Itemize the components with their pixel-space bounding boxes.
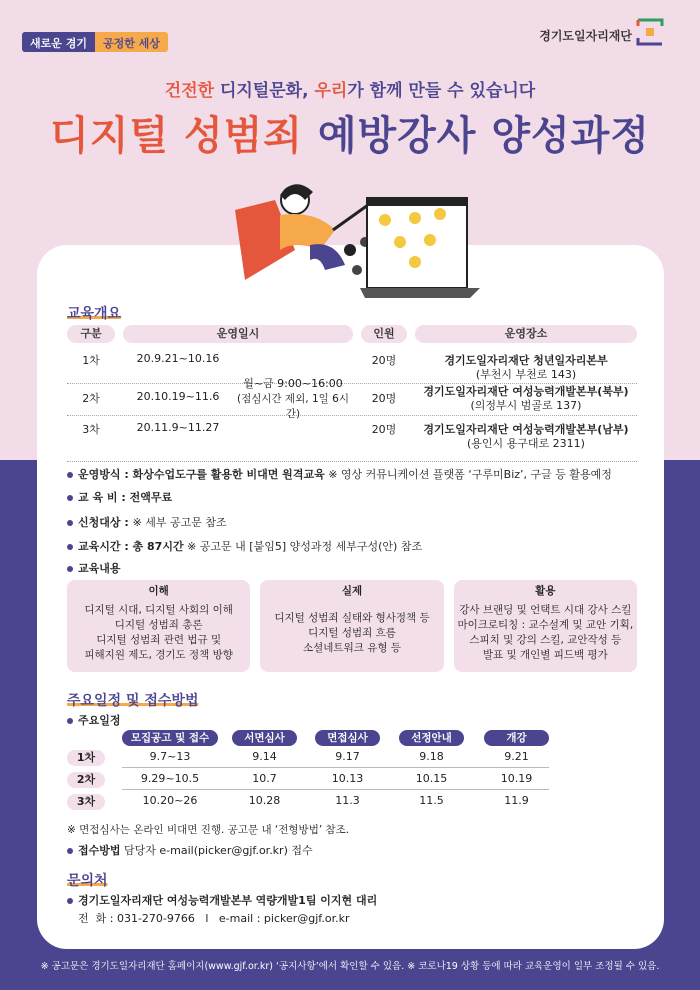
bullet-icon [67,718,73,724]
footer-note: ※ 공고문은 경기도일자리재단 홈페이지(www.gjf.or.kr) ‘공지사항’에서 확인할 수 있음. ※ 코로나19 상황 등에 따라 교육운영이 일부 조정될 수 있음. [40,961,660,972]
schedule-header: 모집공고 및 접수 [122,730,218,746]
content-boxes [67,580,637,672]
schedule-row-label: 2차 [67,772,105,788]
overview-table-header [67,325,637,343]
bullet-icon [67,848,73,854]
table-row: 3차 20.11.9~11.27 20명 경기도일자리재단 여성능력개발본부(남부) (용인시 용구대로 2311) [82,421,629,450]
schedule-row-label: 3차 [67,794,105,810]
bullet-icon [67,495,73,501]
target-line: 신청대상 : ※ 세부 공고문 참조 [67,514,227,530]
content-line: 교육내용 [67,560,121,576]
hero-illustration [225,170,485,300]
content-box-practice: 실제 디지털 성범죄 실태와 형사정책 등 디지털 성범죄 흐름 소셜네트워크 유형 등 [260,580,443,672]
schedule-row-label: 1차 [67,750,105,766]
apply-line: 접수방법 담당자 e-mail(picker@gjf.or.kr) 접수 [67,842,313,858]
schedule-divider [122,767,549,768]
bullet-icon [67,544,73,550]
bullet-icon [67,472,73,478]
interview-note: ※ 면접심사는 온라인 비대면 진행. 공고문 내 ‘전형방법’ 참조. [67,824,350,836]
method-line: 운영방식 : 화상수업도구를 활용한 비대면 원격교육 ※ 영상 커뮤니케이션 플랫폼 ‘구루미Biz’, 구글 등 활용예정 [67,466,612,482]
schedule-sub-label: 주요일정 [67,712,121,728]
operating-time: 월~금 9:00~16:00 (점심시간 제외, 1일 6시간) [237,377,349,420]
schedule-header: 선정안내 [399,730,464,746]
contact-line-1: 경기도일자리재단 여성능력개발본부 역량개발1팀 이지현 대리 [67,892,377,908]
slogan-part-a: 새로운 경기 [22,32,95,52]
contact-line-2: 전 화 : 031-270-9766 l e-mail : picker@gjf.or.kr [78,912,350,925]
contact-section-title: 문의처 [67,873,108,889]
page-title: 디지털 성범죄 예방강사 양성과정 [50,113,650,159]
logo-text: 경기도일자리재단 [539,29,632,43]
bullet-icon [67,520,73,526]
schedule-section-title: 주요일정 및 접수방법 [67,693,199,709]
slogan-badge [22,32,168,52]
bullet-icon [67,566,73,572]
header-people: 인원 [361,325,407,343]
foundation-logo [539,18,664,46]
header-round: 구분 [67,325,115,343]
table-row: 1차 20.9.21~10.16 20명 경기도일자리재단 청년일자리본부 (부천시 부천로 143) [82,352,608,381]
content-box-understanding: 이해 디지털 시대, 디지털 사회의 이해 디지털 성범죄 총론 디지털 성범죄 관련 법규 및 피해지원 제도, 경기도 정책 방향 [67,580,250,672]
fee-line: 교 육 비 : 전액무료 [67,489,172,505]
schedule-divider [122,789,549,790]
logo-mark-icon [636,18,664,46]
schedule-header: 면접심사 [315,730,380,746]
schedule-header: 개강 [484,730,549,746]
overview-section-title: 교육개요 [67,306,122,322]
table-bottom-divider [67,461,637,462]
subtitle: 건전한 디지털문화, 우리가 함께 만들 수 있습니다 [164,81,536,101]
content-box-application: 활용 강사 브랜딩 및 언택트 시대 강사 스킬 마이크로티칭 : 교수설계 및 교안 기획, 스피치 및 강의 스킬, 교안작성 등 발표 및 개인별 피드백 평가 [454,580,637,672]
header-date: 운영일시 [123,325,353,343]
header-place: 운영장소 [415,325,637,343]
table-row: 2차 20.10.19~11.6 20명 경기도일자리재단 여성능력개발본부(북부) (의정부시 범골로 137) [82,385,629,412]
schedule-header: 서면심사 [232,730,297,746]
hours-line: 교육시간 : 총 87시간 ※ 공고문 내 [붙임5] 양성과정 세부구성(안) 참조 [67,538,422,554]
slogan-part-b: 공정한 세상 [95,32,168,52]
overview-table [67,325,637,450]
bullet-icon [67,898,73,904]
